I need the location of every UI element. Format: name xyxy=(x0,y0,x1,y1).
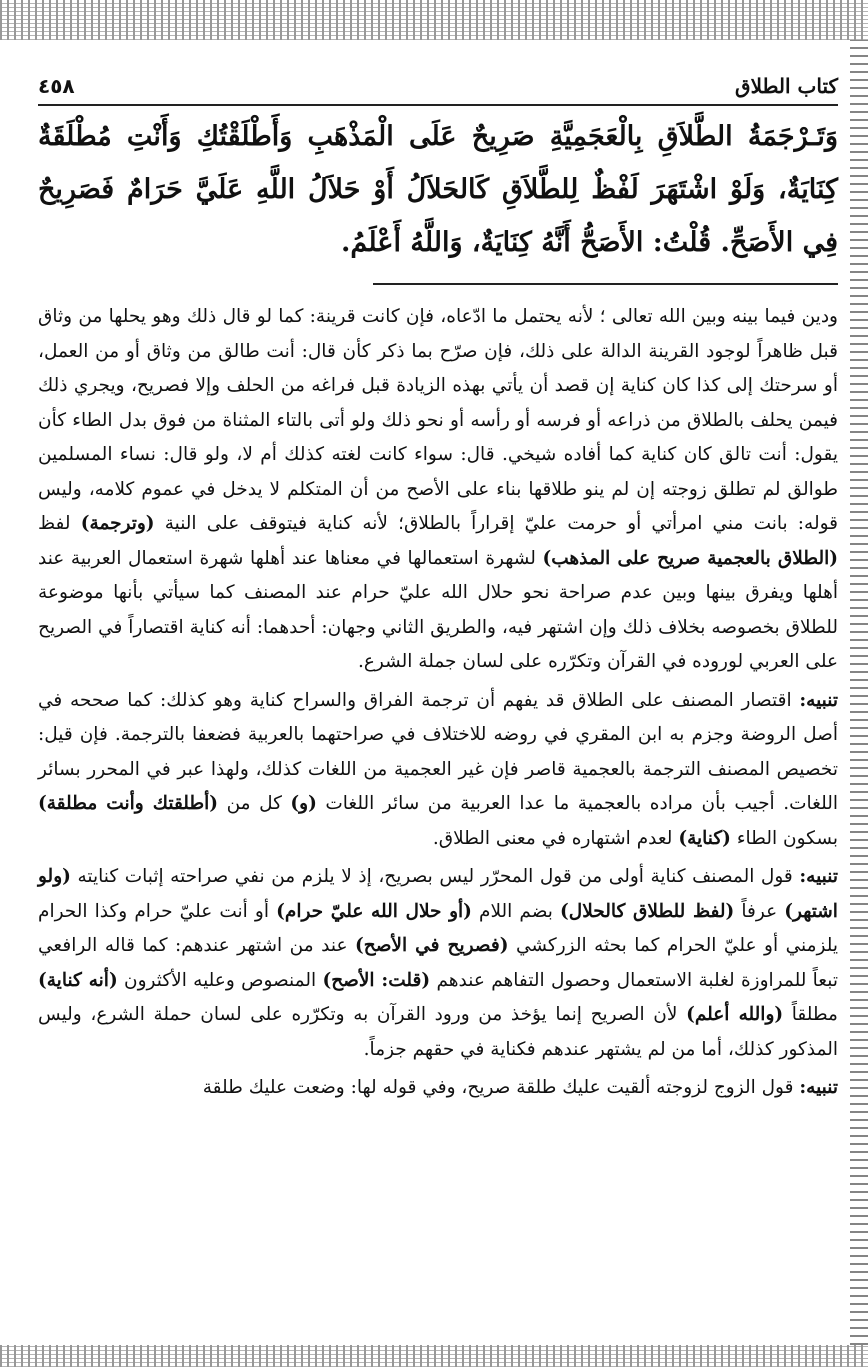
page-header xyxy=(38,58,838,106)
top-ornamental-border xyxy=(0,0,868,40)
commentary xyxy=(38,300,838,1106)
text-run: لعدم اشتهاره في معنى الطلاق. xyxy=(432,827,673,849)
bold-quote: (أطلقتك وأنت مطلقة) xyxy=(38,793,219,814)
text-run: ودين فيما بينه وبين الله تعالى ؛ لأنه يحتمل ما ادّعاه، فإن كانت قرينة: كما لو قال ذلك وهو يحلها من وثاق قبل ظاهراً لوجود القرينة الدالة على ذلك، فإن صرّح بما ذكر كأن قال: أنت طالق من وثاق أو من العمل، أو سرحتك إلى كذا كان كناية إن قصد أن يأتي بهذه الزيادة قبل فراغه من الحلف وإلا فصريح، ويجري ذلك فيمن يحلف بالطلاق من ذراعه أو فرسه أو رأسه أو نحو ذلك ولو أتى بالتاء المثناة من فوق بدل الطاء كأن يقول: أنت تالق كان كناية كما أفاده شيخي. قال: سواء كانت لغته كذلك أم لا، ولو قال: نساء المسلمين طوالق لم تطلق زوجته إن لم ينو طلاقها بناء على الأصح من أن المتكلم لا يدخل في عموم كلامه، وليس قوله: بانت مني امرأتي أو حرمت عليّ إقراراً بالطلاق؛ لأنه كناية فيتوقف على النية xyxy=(38,306,838,534)
bold-quote: (و) xyxy=(290,793,317,814)
commentary-paragraph-1 xyxy=(38,300,838,680)
commentary-paragraph-3 xyxy=(38,860,838,1067)
right-ornamental-border xyxy=(850,40,868,1345)
commentary-paragraph-4 xyxy=(38,1071,838,1106)
note-label: تنبيه: xyxy=(799,1077,838,1098)
bold-quote: (لفظ للطلاق كالحلال) xyxy=(560,900,735,922)
note-label: تنبيه: xyxy=(799,689,838,711)
text-run: قول المصنف كناية أولى من قول المحرّر ليس بصريح، إذ لا يلزم من نفي صراحته إثبات كنايته xyxy=(77,866,793,887)
text-run: قول الزوج لزوجته ألقيت عليك طلقة صريح، وفي قوله لها: وضعت عليك طلقة xyxy=(202,1077,794,1098)
bold-quote: (أو حلال الله عليّ حرام) xyxy=(276,900,472,922)
text-run: مطلقاً xyxy=(791,1004,838,1025)
book-title: كتاب الطلاق xyxy=(735,74,838,98)
text-run: لأن الصريح إنما يؤخذ من ورود القرآن به وتكرّره على لسان حملة الشرع، وليس المذكور كذلك، أما من لم يشتهر عندهم فكناية في حقهم جزماً. xyxy=(38,1004,838,1060)
text-run: بضم اللام xyxy=(479,900,553,922)
text-run: اقتصار المصنف على الطلاق قد يفهم أن ترجمة الفراق والسراح كناية وهو كذلك: كما صححه في أصل الروضة وجزم به ابن المقري في روضه للاختلاف في صراحتهما بالعربية فضعفا بالترجمة. فإن قيل: تخصيص المصنف الترجمة بالعجمية قاصر فإن غير العجمية من اللغات كذلك، ولهذا عبر في المحرر بسائر اللغات. أجيب بأن مراده بالعجمية ما عدا العربية من سائر اللغات xyxy=(38,689,838,814)
bold-quote: (كناية) xyxy=(678,827,731,849)
text-run: المنصوص وعليه الأكثرون xyxy=(124,969,317,991)
text-run: بسكون الطاء xyxy=(736,827,838,849)
bold-quote: (أنه كناية) xyxy=(38,969,118,991)
bold-quote: (فصريح في الأصح) xyxy=(355,935,509,956)
text-run: لفظ xyxy=(38,513,71,534)
separator-rule xyxy=(373,283,838,285)
commentary-paragraph-2 xyxy=(38,684,838,857)
bottom-ornamental-border xyxy=(0,1345,868,1367)
bold-quote: (الطلاق بالعجمية صريح على المذهب) xyxy=(542,547,838,569)
bold-quote: (ولو اشتهر) xyxy=(38,866,838,922)
bold-quote: (وترجمة) xyxy=(80,513,155,534)
text-run: كل من xyxy=(226,793,282,814)
note-label: تنبيه: xyxy=(799,866,838,887)
main-text-matn: وَتَـرْجَمَةُ الطَّلاَقِ بِالْعَجَمِيَّةِ صَرِيحٌ عَلَى الْمَذْهَبِ وَأَطْلَقْتُكِ وَأَنْتِ مُطْلَقَةٌ كِنَايَةٌ، وَلَوْ اشْتَهَرَ لَفْظٌ لِلطَّلاَقِ كَالحَلاَلُ أَوْ حَلاَلُ اللَّهِ عَلَيَّ حَرَامٌ فَصَرِيحٌ فِي الأَصَحِّ. قُلْتُ: الأَصَحُّ أَنَّهُ كِنَايَةٌ، وَاللَّهُ أَعْلَمُ. xyxy=(38,121,838,258)
bold-quote: (والله أعلم) xyxy=(686,1004,784,1025)
text-run: أو أنت عليّ حرام وكذا الحرام يلزمني أو عليّ الحرام كما بحثه الزركشي xyxy=(38,900,838,956)
text-run: عرفاً xyxy=(741,900,778,922)
text-run: عند من اشتهر عندهم: كما قاله الرافعي تبعاً للمراوزة لغلبة الاستعمال وحصول التفاهم عندهم xyxy=(38,935,838,991)
bold-quote: (قلت: الأصح) xyxy=(322,969,431,991)
page-number: ٤٥٨ xyxy=(38,74,75,98)
text-run: لشهرة استعمالها في معناها عند أهلها شهرة استعمال العربية عند أهلها ويفرق بينها وبين عدم صراحة نحو حلال الله عليّ حرام عند المصنف كما سيأتي بأنها موضوعة للطلاق بخصوصه بخلاف ذلك وإن اشتهر فيه، والطريق الثاني وجهان: أحدهما: أنه كناية اقتصاراً في الصريح على العربي لوروده في القرآن وتكرّره على لسان جملة الشرع. xyxy=(38,547,838,672)
